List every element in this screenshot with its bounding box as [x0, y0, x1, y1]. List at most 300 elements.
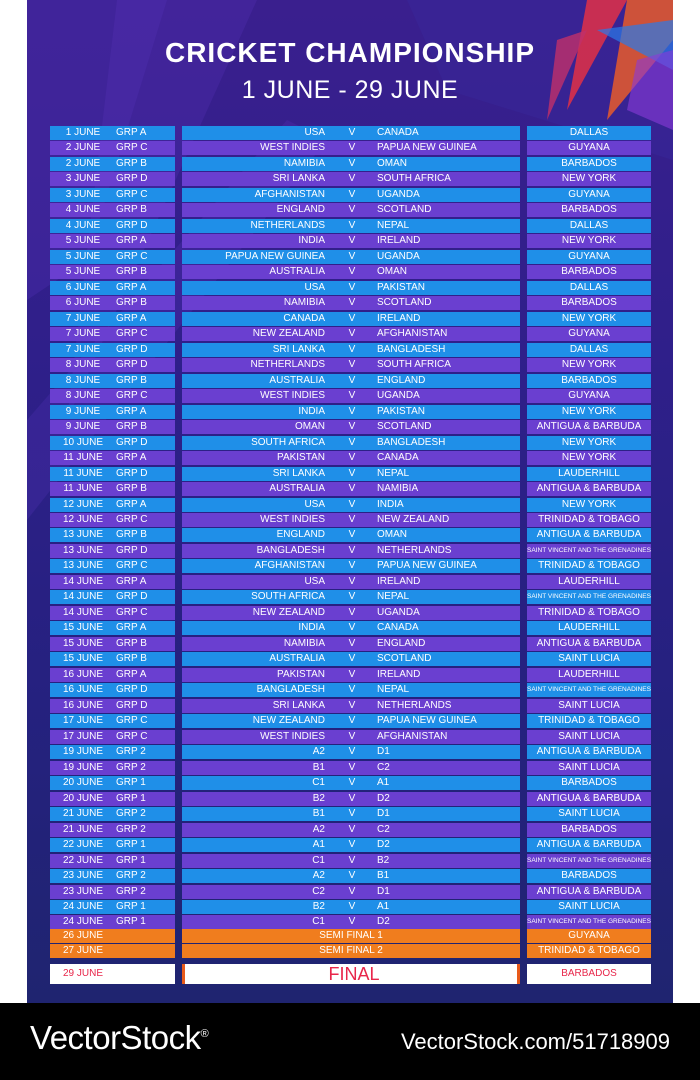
match-date: 16 JUNE: [62, 699, 103, 711]
match-date: 13 JUNE: [62, 529, 103, 541]
match-row: [27, 621, 673, 635]
match-row: [27, 652, 673, 666]
match-venue: BARBADOS: [561, 266, 617, 278]
fixture-cell: [182, 823, 520, 837]
match-row: [27, 327, 673, 341]
fixture-cell: [182, 792, 520, 806]
match-row: [27, 745, 673, 759]
date-cell: [50, 807, 175, 821]
match-venue: SAINT LUCIA: [558, 653, 620, 665]
match-group: GRP B: [116, 297, 147, 309]
venue-cell: [527, 621, 651, 635]
versus-label: V: [348, 235, 356, 247]
versus-label: V: [348, 746, 356, 758]
match-row: [27, 374, 673, 388]
fixture-cell: [182, 929, 520, 943]
versus-label: V: [348, 281, 356, 293]
team-away: C2: [377, 761, 390, 773]
match-date: 17 JUNE: [62, 715, 103, 727]
versus-label: V: [348, 792, 356, 804]
match-date: 15 JUNE: [62, 653, 103, 665]
match-group: GRP A: [116, 312, 147, 324]
team-away: IRELAND: [377, 312, 421, 324]
venue-cell: [527, 265, 651, 279]
match-group: GRP B: [116, 421, 147, 433]
match-venue: TRINIDAD & TOBAGO: [538, 560, 640, 572]
match-group: GRP A: [116, 452, 147, 464]
match-date: 8 JUNE: [65, 390, 101, 402]
date-cell: [50, 730, 175, 744]
versus-label: V: [348, 173, 356, 185]
team-away: CANADA: [377, 452, 419, 464]
match-date: 21 JUNE: [62, 808, 103, 820]
match-date: 11 JUNE: [63, 483, 103, 495]
date-cell: [50, 668, 175, 682]
date-cell: [50, 590, 175, 604]
match-date: 23 JUNE: [62, 870, 103, 882]
match-venue: SAINT VINCENT AND THE GRENADINES: [527, 546, 651, 554]
match-group: GRP 1: [116, 792, 146, 804]
fixture-cell: [182, 668, 520, 682]
fixture-cell: [182, 436, 520, 450]
match-group: GRP 2: [116, 870, 146, 882]
team-home: USA: [304, 281, 325, 293]
venue-cell: [527, 498, 651, 512]
match-date: 14 JUNE: [62, 575, 103, 587]
team-home: BANGLADESH: [256, 544, 325, 556]
versus-label: V: [348, 544, 356, 556]
knockout-row: [27, 944, 673, 958]
venue-cell: [527, 761, 651, 775]
team-away: PAPUA NEW GUINEA: [377, 142, 477, 154]
match-row: [27, 838, 673, 852]
match-group: GRP C: [116, 715, 148, 727]
match-date: 22 JUNE: [62, 854, 103, 866]
match-venue: SAINT VINCENT AND THE GRENADINES: [527, 918, 651, 926]
team-away: ENGLAND: [377, 637, 426, 649]
match-date: 19 JUNE: [62, 746, 103, 758]
match-date: 13 JUNE: [62, 544, 103, 556]
fixture-cell: [182, 885, 520, 899]
match-venue: SAINT VINCENT AND THE GRENADINES: [527, 686, 651, 694]
date-cell: [50, 699, 175, 713]
fixture-cell: [182, 405, 520, 419]
fixture-cell: [182, 513, 520, 527]
team-home: SRI LANKA: [272, 467, 325, 479]
date-cell: [50, 312, 175, 326]
team-away: SOUTH AFRICA: [377, 173, 451, 185]
versus-label: V: [348, 870, 356, 882]
match-row: [27, 528, 673, 542]
team-away: UGANDA: [377, 188, 420, 200]
venue-cell: [527, 358, 651, 372]
versus-label: V: [348, 328, 356, 340]
team-away: BANGLADESH: [377, 436, 446, 448]
match-venue: NEW YORK: [561, 173, 617, 185]
match-row: [27, 668, 673, 682]
match-row: [27, 807, 673, 821]
match-group: GRP 2: [116, 808, 146, 820]
match-group: GRP A: [116, 235, 147, 247]
match-group: GRP D: [116, 544, 148, 556]
team-away: SCOTLAND: [377, 204, 432, 216]
versus-label: V: [348, 684, 356, 696]
match-group: GRP 1: [116, 916, 146, 928]
date-cell: [50, 776, 175, 790]
fixture-cell: [182, 590, 520, 604]
venue-cell: [527, 141, 651, 155]
fixture-cell: [182, 250, 520, 264]
team-away: NETHERLANDS: [377, 699, 452, 711]
venue-cell: [527, 203, 651, 217]
team-home: SOUTH AFRICA: [251, 591, 325, 603]
match-group: GRP D: [116, 699, 148, 711]
match-group: GRP B: [116, 157, 147, 169]
versus-label: V: [348, 854, 356, 866]
team-home: SOUTH AFRICA: [251, 436, 325, 448]
versus-label: V: [348, 374, 356, 386]
match-date: 13 JUNE: [62, 560, 103, 572]
date-cell: [50, 467, 175, 481]
fixture-cell: [182, 389, 520, 403]
versus-label: V: [348, 405, 356, 417]
venue-cell: [527, 467, 651, 481]
team-away: NAMIBIA: [377, 483, 419, 495]
team-home: PAKISTAN: [277, 452, 325, 464]
team-home: NAMIBIA: [283, 637, 325, 649]
match-date: 6 JUNE: [65, 297, 101, 309]
versus-label: V: [348, 916, 356, 928]
match-group: GRP D: [116, 467, 148, 479]
versus-label: V: [348, 668, 356, 680]
match-date: 7 JUNE: [65, 343, 101, 355]
date-cell: [50, 498, 175, 512]
team-home: AUSTRALIA: [269, 483, 325, 495]
team-home: USA: [304, 127, 325, 138]
venue-cell: [527, 714, 651, 728]
match-date: 19 JUNE: [62, 761, 103, 773]
team-home: PAKISTAN: [277, 668, 325, 680]
venue-cell: [527, 343, 651, 357]
match-date: 1 JUNE: [65, 127, 101, 138]
match-venue: LAUDERHILL: [558, 575, 620, 587]
team-away: OMAN: [377, 266, 407, 278]
date-cell: [50, 761, 175, 775]
team-home: ENGLAND: [276, 204, 325, 216]
team-home: INDIA: [298, 622, 325, 634]
team-home: SRI LANKA: [272, 343, 325, 355]
team-home: NAMIBIA: [283, 297, 325, 309]
match-date: 26 JUNE: [62, 929, 103, 941]
team-home: INDIA: [298, 405, 325, 417]
match-group: GRP D: [116, 591, 148, 603]
match-venue: GUYANA: [568, 390, 610, 402]
match-venue: NEW YORK: [561, 235, 617, 247]
final-label: FINAL: [328, 963, 380, 984]
date-cell: [50, 141, 175, 155]
match-date: 3 JUNE: [65, 173, 101, 185]
match-venue: DALLAS: [569, 343, 609, 355]
match-date: 14 JUNE: [62, 606, 103, 618]
match-date: 24 JUNE: [62, 901, 103, 912]
match-row: [27, 915, 673, 929]
match-row: [27, 250, 673, 264]
team-home: AUSTRALIA: [269, 266, 325, 278]
team-away: BANGLADESH: [377, 343, 446, 355]
match-date: 20 JUNE: [62, 792, 103, 804]
match-venue: LAUDERHILL: [558, 467, 620, 479]
versus-label: V: [348, 436, 356, 448]
date-cell: [50, 528, 175, 542]
match-group: GRP 1: [116, 839, 146, 851]
team-away: NEW ZEALAND: [377, 514, 450, 525]
match-date: 21 JUNE: [62, 823, 103, 835]
fixture-cell: [182, 854, 520, 868]
match-date: 16 JUNE: [62, 668, 103, 680]
venue-cell: [527, 389, 651, 403]
venue-cell: [527, 405, 651, 419]
date-cell: [50, 405, 175, 419]
match-row: [27, 312, 673, 326]
fixture-cell: [182, 420, 520, 434]
match-row: [27, 776, 673, 790]
match-group: GRP A: [116, 498, 147, 510]
match-venue: SAINT VINCENT AND THE GRENADINES: [527, 593, 651, 601]
match-row: [27, 436, 673, 450]
team-away: PAKISTAN: [377, 405, 425, 417]
match-row: [27, 699, 673, 713]
team-away: OMAN: [377, 529, 407, 541]
venue-cell: [527, 126, 651, 140]
venue-cell: [527, 652, 651, 666]
match-venue: TRINIDAD & TOBAGO: [538, 715, 640, 727]
team-home: C1: [312, 916, 325, 928]
versus-label: V: [348, 452, 356, 464]
match-group: GRP D: [116, 219, 148, 231]
team-away: ENGLAND: [377, 374, 426, 386]
match-venue: SAINT LUCIA: [558, 901, 620, 912]
match-row: [27, 172, 673, 186]
match-venue: SAINT LUCIA: [558, 808, 620, 820]
brand-name: VectorStock: [30, 1019, 201, 1056]
fixture-cell: [182, 234, 520, 248]
team-home: A2: [312, 870, 325, 882]
team-home: B2: [312, 792, 325, 804]
match-venue: SAINT LUCIA: [558, 699, 620, 711]
match-group: GRP C: [116, 560, 148, 572]
versus-label: V: [348, 359, 356, 371]
versus-label: V: [348, 606, 356, 618]
venue-cell: [527, 964, 651, 984]
team-away: OMAN: [377, 157, 407, 169]
date-cell: [50, 944, 175, 958]
team-home: A2: [312, 746, 325, 758]
versus-label: V: [348, 901, 356, 912]
versus-label: V: [348, 390, 356, 402]
match-group: GRP B: [116, 483, 147, 495]
match-row: [27, 188, 673, 202]
match-venue: BARBADOS: [561, 157, 617, 169]
date-cell: [50, 451, 175, 465]
match-row: [27, 126, 673, 140]
date-cell: [50, 436, 175, 450]
match-date: 14 JUNE: [62, 591, 103, 603]
match-group: GRP C: [116, 250, 148, 262]
match-group: GRP D: [116, 343, 148, 355]
team-away: A1: [377, 777, 390, 789]
team-home: C1: [312, 777, 325, 789]
fixture-cell: [182, 157, 520, 171]
date-cell: [50, 792, 175, 806]
match-venue: BARBADOS: [561, 297, 617, 309]
versus-label: V: [348, 591, 356, 603]
match-date: 12 JUNE: [62, 498, 103, 510]
versus-label: V: [348, 157, 356, 169]
match-venue: BARBADOS: [561, 374, 617, 386]
match-date: 2 JUNE: [65, 142, 101, 154]
date-cell: [50, 234, 175, 248]
team-away: NEPAL: [377, 467, 410, 479]
fixture-cell: [182, 915, 520, 929]
match-row: [27, 281, 673, 295]
fixture-cell: [182, 312, 520, 326]
versus-label: V: [348, 839, 356, 851]
team-home: INDIA: [298, 235, 325, 247]
team-home: SRI LANKA: [272, 699, 325, 711]
match-venue: SAINT LUCIA: [558, 730, 620, 742]
team-away: B2: [377, 854, 390, 866]
team-home: NAMIBIA: [283, 157, 325, 169]
team-away: UGANDA: [377, 390, 420, 402]
match-date: 11 JUNE: [63, 452, 103, 464]
date-range: 1 JUNE - 29 JUNE: [241, 76, 459, 104]
match-row: [27, 513, 673, 527]
match-row: [27, 792, 673, 806]
team-home: AUSTRALIA: [269, 374, 325, 386]
venue-cell: [527, 157, 651, 171]
venue-cell: [527, 544, 651, 558]
match-group: GRP A: [116, 127, 147, 138]
team-away: D1: [377, 885, 390, 897]
fixture-cell: [182, 265, 520, 279]
knockout-row: [27, 929, 673, 943]
team-home: NEW ZEALAND: [252, 606, 325, 618]
venue-cell: [527, 900, 651, 914]
match-group: GRP C: [116, 606, 148, 618]
match-group: GRP 2: [116, 823, 146, 835]
fixture-cell: [182, 838, 520, 852]
versus-label: V: [348, 343, 356, 355]
venue-cell: [527, 590, 651, 604]
match-venue: GUYANA: [568, 250, 610, 262]
team-away: NEPAL: [377, 219, 410, 231]
match-group: GRP B: [116, 529, 147, 541]
match-date: 5 JUNE: [65, 266, 101, 278]
match-venue: TRINIDAD & TOBAGO: [538, 606, 640, 618]
team-home: WEST INDIES: [260, 514, 325, 525]
match-row: [27, 637, 673, 651]
venue-cell: [527, 699, 651, 713]
team-away: PAKISTAN: [377, 281, 425, 293]
venue-cell: [527, 885, 651, 899]
team-away: C2: [377, 823, 390, 835]
match-date: 4 JUNE: [65, 204, 101, 216]
date-cell: [50, 544, 175, 558]
venue-cell: [527, 575, 651, 589]
versus-label: V: [348, 885, 356, 897]
venue-cell: [527, 451, 651, 465]
match-group: GRP D: [116, 173, 148, 185]
versus-label: V: [348, 127, 356, 138]
venue-cell: [527, 838, 651, 852]
match-date: 24 JUNE: [62, 916, 103, 928]
date-cell: [50, 389, 175, 403]
versus-label: V: [348, 529, 356, 541]
versus-label: V: [348, 498, 356, 510]
date-cell: [50, 374, 175, 388]
date-cell: [50, 964, 175, 984]
registered-mark: ®: [200, 1028, 209, 1040]
fixture-cell: [182, 699, 520, 713]
match-venue: TRINIDAD & TOBAGO: [538, 514, 640, 525]
date-cell: [50, 281, 175, 295]
date-cell: [50, 885, 175, 899]
match-venue: ANTIGUA & BARBUDA: [536, 746, 642, 758]
versus-label: V: [348, 637, 356, 649]
versus-label: V: [348, 622, 356, 634]
team-home: C2: [312, 885, 325, 897]
venue-cell: [527, 234, 651, 248]
fixture-cell: [182, 900, 520, 914]
match-group: GRP B: [116, 653, 147, 665]
team-home: A1: [312, 839, 325, 851]
match-group: GRP D: [116, 436, 148, 448]
fixture-cell: [182, 964, 520, 984]
team-away: SCOTLAND: [377, 653, 432, 665]
versus-label: V: [348, 188, 356, 200]
date-cell: [50, 838, 175, 852]
final-row: [27, 963, 673, 984]
team-home: AFGHANISTAN: [254, 188, 325, 200]
match-row: [27, 606, 673, 620]
date-cell: [50, 513, 175, 527]
stage-label: SEMI FINAL 2: [319, 945, 383, 957]
venue-cell: [527, 807, 651, 821]
match-date: 6 JUNE: [65, 281, 101, 293]
team-away: B1: [377, 870, 390, 882]
match-group: GRP 1: [116, 777, 146, 789]
versus-label: V: [348, 219, 356, 231]
match-venue: BARBADOS: [561, 967, 617, 979]
team-away: PAPUA NEW GUINEA: [377, 715, 477, 727]
venue-cell: [527, 327, 651, 341]
date-cell: [50, 219, 175, 233]
date-cell: [50, 606, 175, 620]
fixture-cell: [182, 482, 520, 496]
venue-cell: [527, 776, 651, 790]
fixture-cell: [182, 296, 520, 310]
team-away: UGANDA: [377, 250, 420, 262]
match-group: GRP 2: [116, 885, 146, 897]
match-group: GRP A: [116, 622, 147, 634]
schedule-poster: [27, 0, 673, 1003]
match-group: GRP A: [116, 575, 147, 587]
team-home: AFGHANISTAN: [254, 560, 325, 572]
match-row: [27, 451, 673, 465]
match-venue: DALLAS: [569, 219, 609, 231]
venue-cell: [527, 188, 651, 202]
venue-cell: [527, 915, 651, 929]
